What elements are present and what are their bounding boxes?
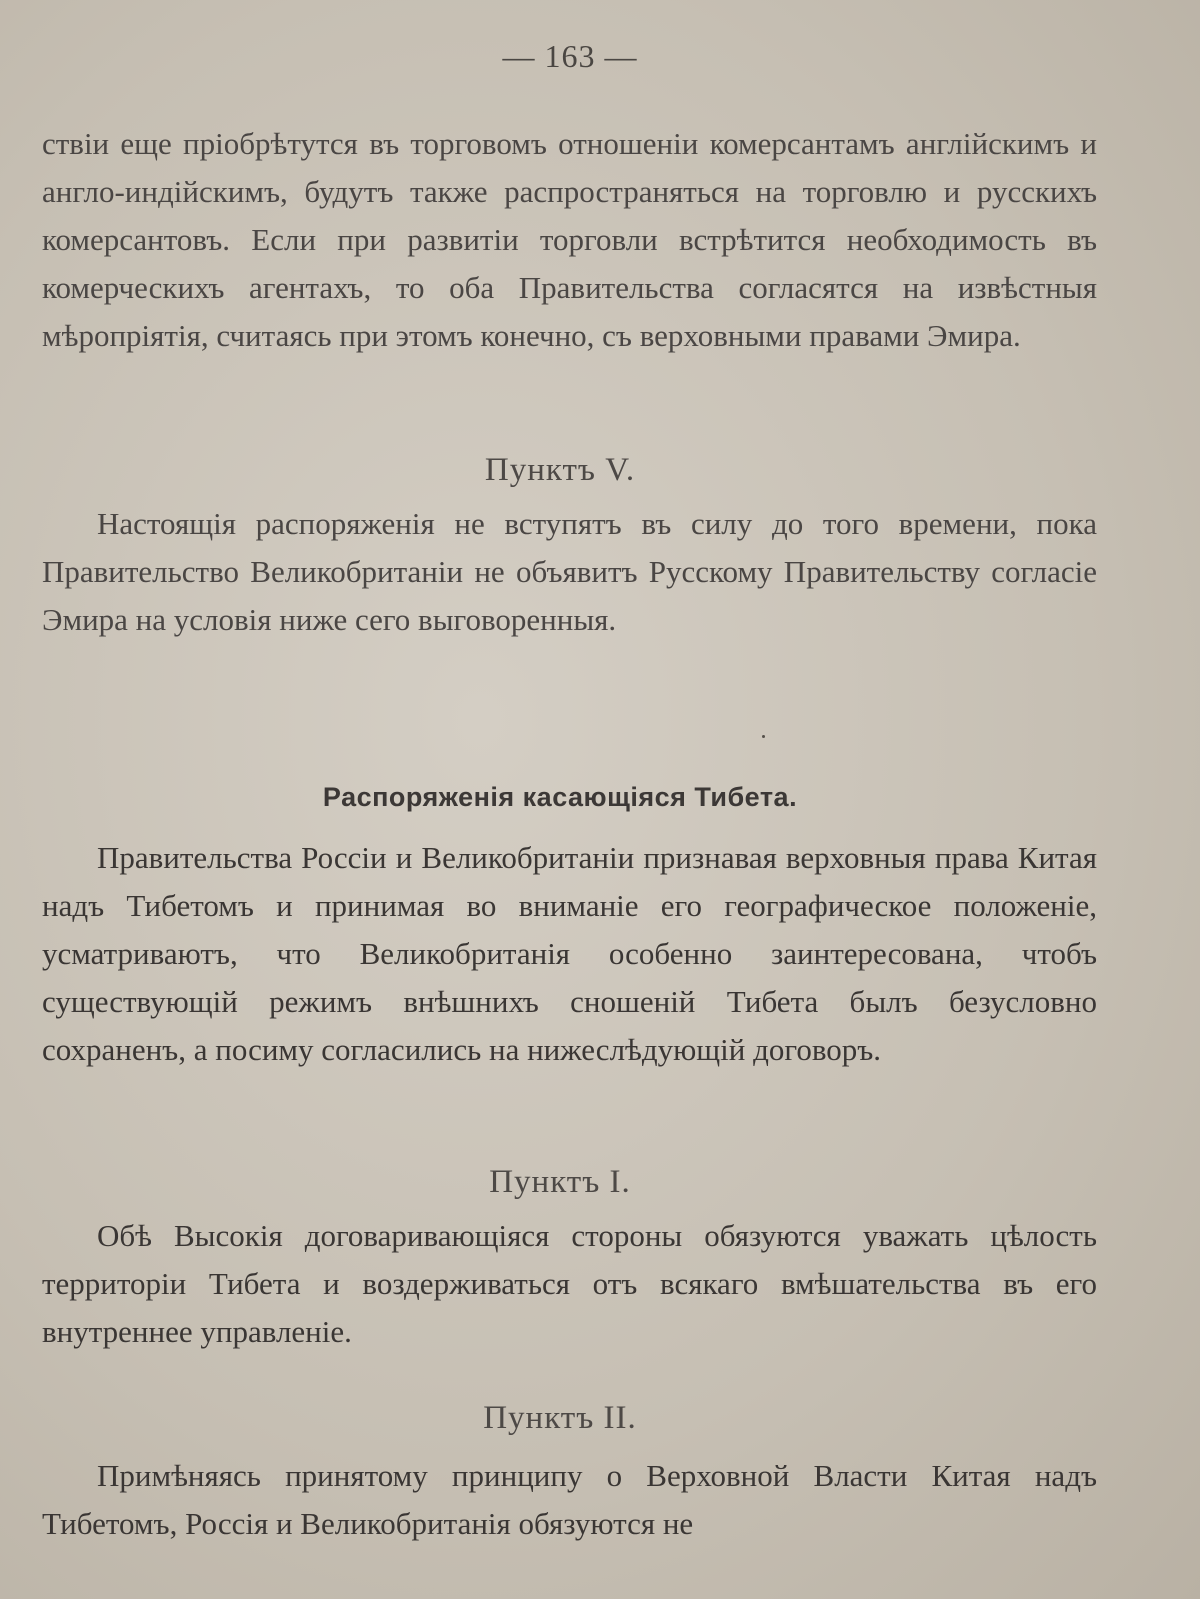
paragraph-tibet-intro <box>42 834 1097 1074</box>
paragraph-point-2 <box>42 1452 1097 1548</box>
section-title-tibet: Распоряженія касающіяся Тибета. <box>322 782 798 812</box>
paragraph-text: Настоящія распоряженія не вступятъ въ силу до того времени, пока Правительство Великобританіи не объявитъ Русскому Правительству согласіе Эмира на условія ниже сего выговоренныя. <box>42 506 1097 637</box>
paragraph-text: Примѣняясь принятому принципу о Верховной Власти Китая надъ Тибетомъ, Россія и Великобританія обязуются не <box>42 1458 1097 1541</box>
heading-point-2: Пунктъ II. <box>483 1400 637 1436</box>
paragraph-text: Обѣ Высокія договаривающіяся стороны обязуются уважать цѣлость территоріи Тибета и воздерживаться отъ всякаго вмѣшательства въ его внутреннее управленіе. <box>42 1218 1097 1349</box>
paragraph-point-1 <box>42 1212 1097 1356</box>
heading-point-1: Пунктъ I. <box>489 1164 631 1200</box>
paragraph-continuation <box>42 120 1097 360</box>
page-speck <box>762 735 765 738</box>
paragraph-text: Правительства Россіи и Великобританіи признавая верховныя права Китая надъ Тибетомъ и принимая во вниманіе его географическое положеніе, усматриваютъ, что Великобританія особенно заинтересована, чтобъ существующій режимъ внѣшнихъ сношеній Тибета былъ безусловно сохраненъ, а посиму согласились на нижеслѣдующій договоръ. <box>42 840 1097 1067</box>
paragraph-text: ствіи еще пріобрѣтутся въ торговомъ отношеніи комерсантамъ англійскимъ и англо-индійскимъ, будутъ также распространяться на торговлю и русскихъ комерсантовъ. Если при развитіи торговли встрѣтится необходимость въ комерческихъ агентахъ, то оба Правительства согласятся на извѣстныя мѣропріятія, считаясь при этомъ конечно, съ верховными правами Эмира. <box>42 126 1097 353</box>
page-number: — 163 — <box>502 38 638 74</box>
heading-point-5: Пунктъ V. <box>484 452 636 488</box>
paragraph-point-5 <box>42 500 1097 644</box>
